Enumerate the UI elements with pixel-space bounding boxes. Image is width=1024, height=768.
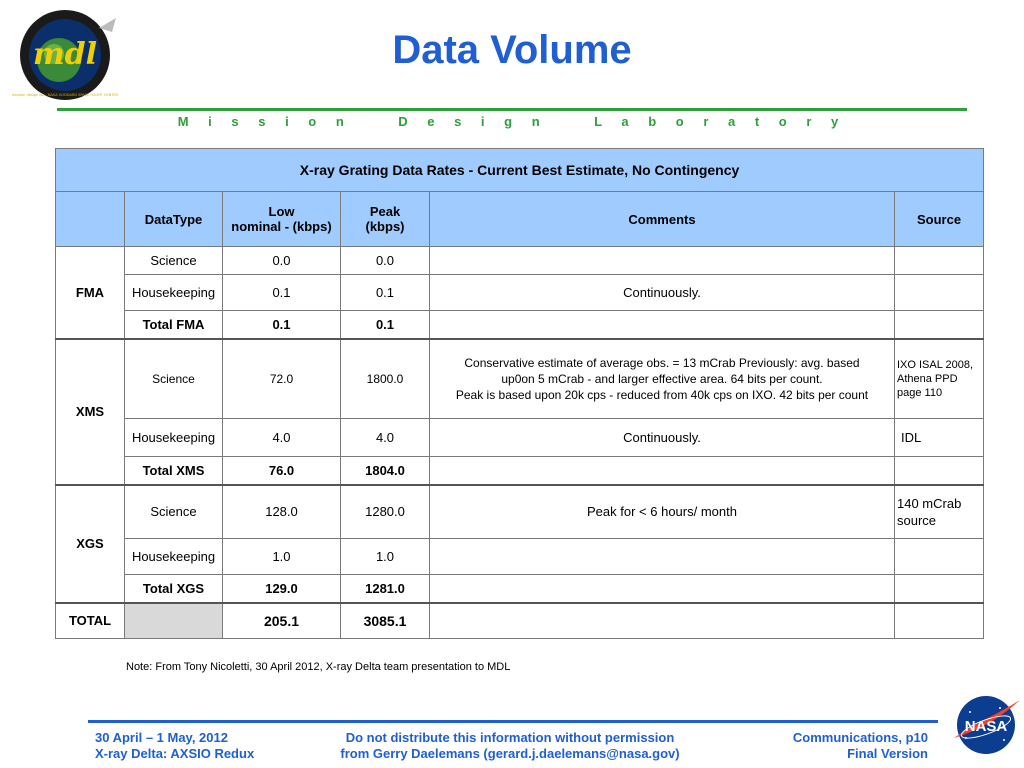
cell-source — [895, 603, 984, 639]
comment-line: Peak is based upon 20k cps - reduced from 40k cps on IXO. 42 bits per count — [455, 387, 869, 402]
cell-comment — [430, 457, 895, 485]
table-row — [56, 275, 984, 311]
cell-source — [895, 247, 984, 275]
lab-name: M i s s i o n D e s i g n L a b o r a t o r y — [177, 114, 847, 129]
table-row — [56, 603, 984, 639]
column-header-comments: Comments — [430, 192, 895, 247]
cell-low: 0.1 — [223, 275, 341, 311]
footer-version: Final Version — [847, 746, 928, 761]
column-header-low-line2: nominal - (kbps) — [231, 219, 332, 234]
cell-peak: 1280.0 — [341, 485, 430, 539]
cell-low: 76.0 — [223, 457, 341, 485]
cell-type: Total FMA — [125, 311, 223, 339]
mdl-logo-text: mdl — [32, 37, 98, 72]
cell-type: Total XGS — [125, 575, 223, 603]
cell-comment: Continuously. — [430, 275, 895, 311]
group-label-total: TOTAL — [56, 603, 125, 639]
cell-type: Science — [125, 339, 223, 419]
cell-type: Science — [125, 247, 223, 275]
cell-comment — [430, 575, 895, 603]
cell-low: 205.1 — [223, 603, 341, 639]
table-row — [56, 339, 984, 419]
cell-comment: Continuously. — [430, 419, 895, 457]
cell-peak: 0.1 — [341, 311, 430, 339]
column-header-source: Source — [895, 192, 984, 247]
cell-type: Science — [125, 485, 223, 539]
table-row — [56, 575, 984, 603]
table-note: Note: From Tony Nicoletti, 30 April 2012, X-ray Delta team presentation to MDL — [126, 661, 511, 673]
nasa-logo-text: NASA — [964, 718, 1008, 735]
table-row — [56, 457, 984, 485]
cell-type: Housekeeping — [125, 419, 223, 457]
footer-right — [793, 730, 928, 762]
cell-type: Total XMS — [125, 457, 223, 485]
cell-source — [895, 311, 984, 339]
group-label-xgs: XGS — [56, 485, 125, 603]
group-label-fma: FMA — [56, 247, 125, 339]
column-header-peak-line1: Peak — [369, 204, 401, 219]
cell-peak: 1804.0 — [341, 457, 430, 485]
table-row — [56, 247, 984, 275]
cell-low: 1.0 — [223, 539, 341, 575]
column-header-blank — [56, 192, 125, 247]
mdl-logo-ring-text: mission design lab · NASA GODDARD SPACE FLIGHT CENTER — [12, 93, 118, 97]
page-title: Data Volume — [392, 28, 632, 72]
cell-comment — [430, 311, 895, 339]
footer-distribution-notice: Do not distribute this information without permission — [345, 730, 675, 745]
table-caption: X-ray Grating Data Rates - Current Best Estimate, No Contingency — [56, 149, 984, 192]
cell-peak: 0.1 — [341, 275, 430, 311]
table-row — [56, 311, 984, 339]
cell-low: 4.0 — [223, 419, 341, 457]
cell-comment: Peak for < 6 hours/ month — [430, 485, 895, 539]
cell-low: 129.0 — [223, 575, 341, 603]
cell-comment — [430, 539, 895, 575]
comment-line: up0on 5 mCrab - and larger effective area. 64 bits per count. — [501, 371, 823, 386]
group-label-xms: XMS — [56, 339, 125, 485]
source-line: source — [897, 512, 937, 528]
source-line: 140 mCrab — [897, 495, 962, 511]
cell-low: 128.0 — [223, 485, 341, 539]
footer-project: X-ray Delta: AXSIO Redux — [95, 746, 255, 761]
column-header-low-line1: Low — [268, 204, 295, 219]
cell-type: Housekeeping — [125, 275, 223, 311]
cell-peak: 1281.0 — [341, 575, 430, 603]
column-header-low — [223, 192, 341, 247]
column-header-row — [56, 192, 984, 247]
column-header-peak-line2: (kbps) — [365, 219, 405, 234]
cell-type — [125, 603, 223, 639]
cell-low: 0.0 — [223, 247, 341, 275]
cell-peak: 3085.1 — [341, 603, 430, 639]
cell-source — [895, 339, 984, 419]
cell-source — [895, 485, 984, 539]
cell-type: Housekeeping — [125, 539, 223, 575]
cell-comment — [430, 603, 895, 639]
column-header-peak — [341, 192, 430, 247]
footer-divider — [88, 720, 938, 723]
cell-source — [895, 275, 984, 311]
footer-date: 30 April – 1 May, 2012 — [95, 730, 228, 745]
cell-source — [895, 575, 984, 603]
footer-page: Communications, p10 — [792, 730, 928, 745]
table-row — [56, 539, 984, 575]
cell-comment — [430, 247, 895, 275]
column-header-datatype: DataType — [125, 192, 223, 247]
cell-peak: 0.0 — [341, 247, 430, 275]
source-line: Athena PPD — [897, 372, 958, 385]
data-rates-table — [55, 148, 984, 639]
cell-low: 72.0 — [223, 339, 341, 419]
footer-center — [300, 730, 720, 762]
header-divider — [57, 108, 967, 111]
table-row — [56, 485, 984, 539]
cell-peak: 4.0 — [341, 419, 430, 457]
footer-contact: from Gerry Daelemans (gerard.j.daelemans@nasa.gov) — [340, 746, 680, 761]
source-line: IXO ISAL 2008, — [897, 358, 974, 371]
cell-low: 0.1 — [223, 311, 341, 339]
nasa-logo-icon — [950, 694, 1022, 756]
source-line: page 110 — [897, 386, 943, 399]
cell-peak: 1800.0 — [341, 339, 430, 419]
cell-source — [895, 457, 984, 485]
cell-peak: 1.0 — [341, 539, 430, 575]
table-row — [56, 419, 984, 457]
comment-line: Conservative estimate of average obs. = 13 mCrab Previously: avg. based — [464, 355, 860, 370]
footer-left — [95, 730, 254, 762]
cell-source: IDL — [895, 419, 984, 457]
cell-source — [895, 539, 984, 575]
cell-comment — [430, 339, 895, 419]
